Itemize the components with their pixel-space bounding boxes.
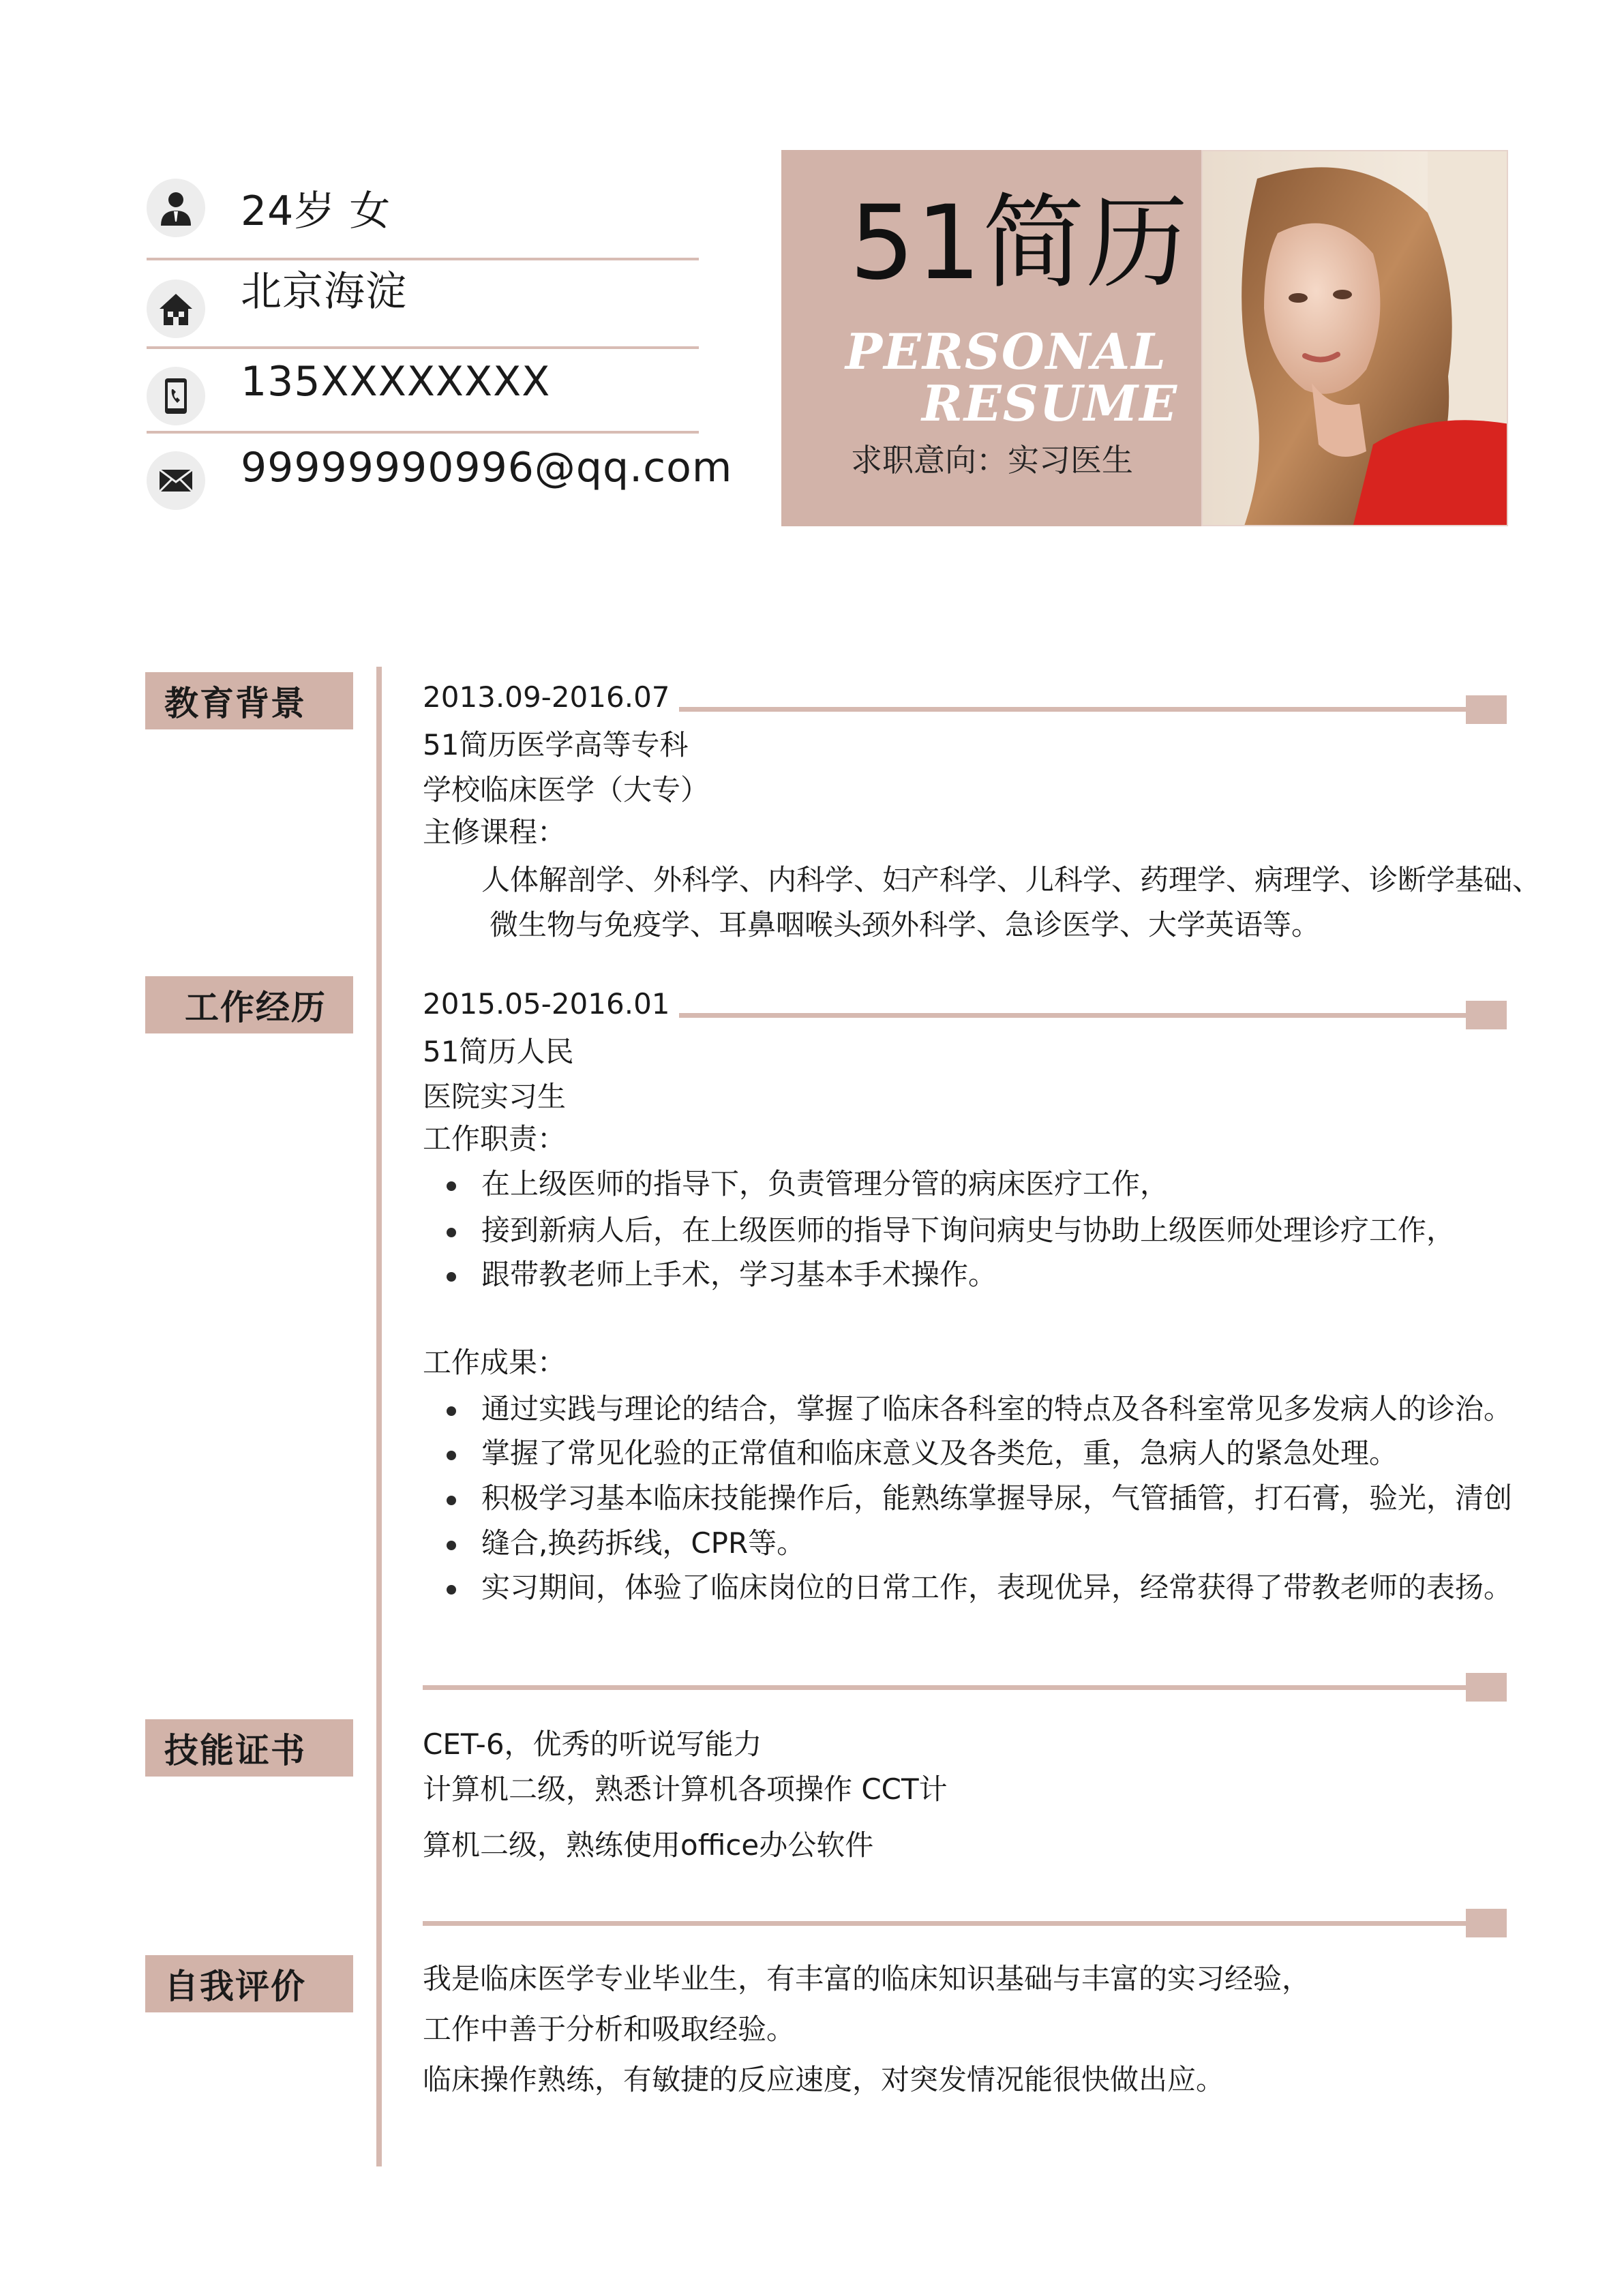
contact-divider xyxy=(147,346,699,349)
result-item: 实习期间，体验了临床岗位的日常工作，表现优异，经常获得了带教老师的表扬。 xyxy=(481,1571,1513,1604)
person-icon xyxy=(147,179,205,237)
results-label: 工作成果： xyxy=(423,1346,567,1379)
section-rule-end xyxy=(1466,1001,1507,1029)
section-title: 技能证书 xyxy=(164,1731,306,1770)
school-line-2: 学校临床医学（大专） xyxy=(423,773,710,806)
contact-location xyxy=(147,268,699,353)
section-label-work xyxy=(145,976,353,1033)
courses-line-1: 人体解剖学、外科学、内科学、妇产科学、儿科学、药理学、病理学、诊断学基础、 xyxy=(481,863,1542,896)
duty-item: 跟带教老师上手术，学习基本手术操作。 xyxy=(481,1258,997,1291)
bullet-icon xyxy=(447,1181,456,1191)
school-line-1: 51简历医学高等专科 xyxy=(423,728,689,761)
bullet-icon xyxy=(447,1496,456,1505)
phone-icon xyxy=(147,367,205,425)
section-rule-end xyxy=(1466,1909,1507,1937)
profile-photo xyxy=(1201,150,1508,526)
bullet-icon xyxy=(447,1272,456,1282)
bullet-icon xyxy=(447,1541,456,1550)
self-eval-line: 工作中善于分析和吸取经验。 xyxy=(423,2012,796,2046)
education-date: 2013.09-2016.07 xyxy=(423,680,670,714)
duty-item: 在上级医师的指导下，负责管理分管的病床医疗工作， xyxy=(481,1167,1169,1200)
email-text: 99999990996@qq.com xyxy=(241,444,733,492)
work-org-line-2: 医院实习生 xyxy=(423,1080,567,1113)
skill-line: 算机二级，熟练使用office办公软件 xyxy=(423,1828,874,1862)
timeline-line xyxy=(376,667,382,2166)
section-label-skills xyxy=(145,1719,353,1777)
duties-label: 工作职责： xyxy=(423,1122,567,1155)
phone-text: 135XXXXXXXX xyxy=(241,358,551,406)
age-gender-text: 24岁 女 xyxy=(241,187,391,235)
personal-label: PERSONAL xyxy=(845,322,1167,380)
section-rule xyxy=(423,1685,1470,1690)
contact-divider xyxy=(147,431,699,434)
section-rule xyxy=(679,707,1470,712)
work-date: 2015.05-2016.01 xyxy=(423,987,670,1021)
contact-email xyxy=(147,444,733,526)
bullet-icon xyxy=(447,1406,456,1416)
courses-label: 主修课程： xyxy=(423,815,567,849)
section-label-self-eval xyxy=(145,1955,353,2012)
bullet-icon xyxy=(447,1228,456,1237)
section-rule-end xyxy=(1466,1673,1507,1702)
result-item: 积极学习基本临床技能操作后，能熟练掌握导尿，气管插管，打石膏，验光，清创 xyxy=(481,1481,1513,1515)
skill-line: 计算机二级，熟悉计算机各项操作 CCT计 xyxy=(423,1772,948,1806)
resume-label: RESUME xyxy=(922,374,1179,432)
courses-line-2: 微生物与免疫学、耳鼻咽喉头颈外科学、急诊医学、大学英语等。 xyxy=(490,908,1321,941)
bullet-icon xyxy=(447,1585,456,1595)
self-eval-line: 临床操作熟练，有敏捷的反应速度，对突发情况能很快做出应。 xyxy=(423,2063,1225,2096)
result-item: 缝合,换药拆线，CPR等。 xyxy=(481,1526,806,1560)
skill-line: CET-6，优秀的听说写能力 xyxy=(423,1727,762,1761)
contact-divider xyxy=(147,258,699,260)
contact-age-gender xyxy=(147,179,699,260)
mail-icon xyxy=(147,451,205,510)
bullet-icon xyxy=(447,1451,456,1460)
duty-item: 接到新病人后，在上级医师的指导下询问病史与协助上级医师处理诊疗工作， xyxy=(481,1213,1456,1247)
section-label-education xyxy=(145,672,353,729)
section-title: 教育背景 xyxy=(164,684,306,723)
location-text: 北京海淀 xyxy=(241,268,407,316)
section-rule xyxy=(679,1013,1470,1018)
section-rule xyxy=(423,1921,1470,1926)
section-rule-end xyxy=(1466,695,1507,724)
contact-phone xyxy=(147,357,699,439)
section-title: 工作经历 xyxy=(185,988,327,1027)
job-intent: 求职意向：实习医生 xyxy=(851,442,1133,479)
work-org-line-1: 51简历人民 xyxy=(423,1035,574,1068)
home-icon xyxy=(147,280,205,338)
self-eval-line: 我是临床医学专业毕业生，有丰富的临床知识基础与丰富的实习经验， xyxy=(423,1962,1311,1995)
result-item: 掌握了常见化验的正常值和临床意义及各类危，重，急病人的紧急处理。 xyxy=(481,1436,1398,1470)
section-title: 自我评价 xyxy=(164,1967,306,2006)
resume-title-box xyxy=(781,150,1201,526)
resume-title: 51简历 xyxy=(849,184,1190,303)
result-item: 通过实践与理论的结合，掌握了临床各科室的特点及各科室常见多发病人的诊治。 xyxy=(481,1392,1513,1425)
